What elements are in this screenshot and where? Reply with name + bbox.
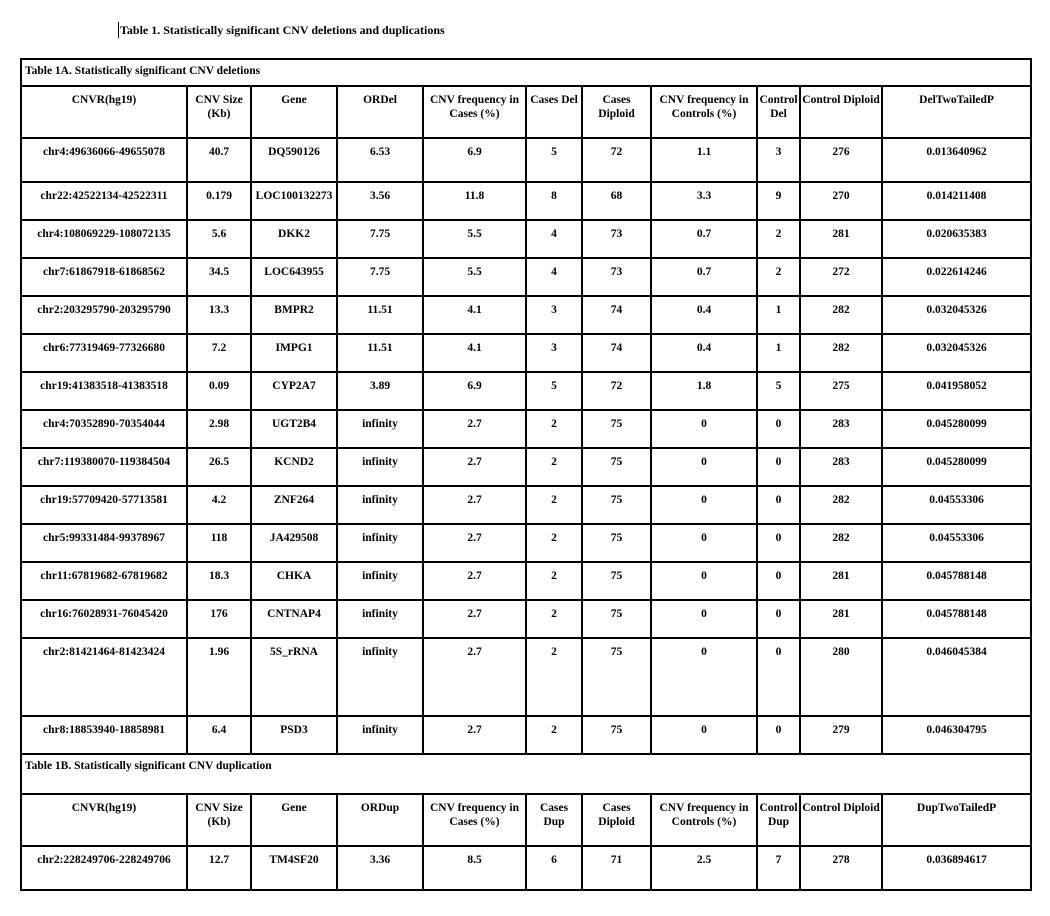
- table-cell: chr7:119380070-119384504: [21, 448, 187, 486]
- column-header: Gene: [251, 794, 337, 846]
- table-cell: 0: [651, 600, 757, 638]
- table-row: [21, 846, 1031, 890]
- table-cell: 0: [757, 524, 800, 562]
- column-header: CNVR(hg19): [21, 794, 187, 846]
- table-cell: CYP2A7: [251, 372, 337, 410]
- table-cell: 0.013640962: [882, 138, 1031, 182]
- table-cell: 7.75: [337, 258, 423, 296]
- table-row: [21, 600, 1031, 638]
- table-cell: 3: [526, 296, 582, 334]
- table-cell: 2.7: [423, 410, 526, 448]
- column-header: CNV frequency in Controls (%): [651, 794, 757, 846]
- table-cell: 75: [582, 486, 651, 524]
- table-1b-title: Table 1B. Statistically significant CNV duplication: [21, 754, 1031, 794]
- table-cell: 2.7: [423, 716, 526, 754]
- table-cell: 1.8: [651, 372, 757, 410]
- table-cell: 2: [526, 638, 582, 716]
- cnv-table: [20, 58, 1032, 891]
- table-cell: CNTNAP4: [251, 600, 337, 638]
- table-cell: chr4:108069229-108072135: [21, 220, 187, 258]
- table-cell: 0: [757, 600, 800, 638]
- table-cell: 0: [757, 562, 800, 600]
- table-cell: PSD3: [251, 716, 337, 754]
- column-header: ORDup: [337, 794, 423, 846]
- table-cell: 278: [800, 846, 882, 890]
- table-cell: 2: [526, 600, 582, 638]
- table-cell: 0.7: [651, 220, 757, 258]
- table-cell: 7.2: [187, 334, 251, 372]
- table-cell: 0.045280099: [882, 448, 1031, 486]
- table-cell: 282: [800, 296, 882, 334]
- table-cell: 0: [651, 716, 757, 754]
- table-cell: 279: [800, 716, 882, 754]
- table-cell: 11.51: [337, 296, 423, 334]
- table-cell: 75: [582, 448, 651, 486]
- table-cell: 118: [187, 524, 251, 562]
- table-cell: 75: [582, 524, 651, 562]
- table-row: [21, 638, 1031, 716]
- table-cell: 270: [800, 182, 882, 220]
- table-cell: 72: [582, 372, 651, 410]
- table-cell: 0: [651, 562, 757, 600]
- table-cell: 283: [800, 448, 882, 486]
- table-cell: 281: [800, 600, 882, 638]
- table-cell: 6.4: [187, 716, 251, 754]
- table-cell: 9: [757, 182, 800, 220]
- table-cell: 40.7: [187, 138, 251, 182]
- column-header: CNV frequency in Cases (%): [423, 794, 526, 846]
- table-row: [21, 524, 1031, 562]
- column-header: DupTwoTailedP: [882, 794, 1031, 846]
- table-cell: UGT2B4: [251, 410, 337, 448]
- column-header: Control Diploid: [800, 794, 882, 846]
- table-cell: infinity: [337, 638, 423, 716]
- table-cell: 176: [187, 600, 251, 638]
- table-row: [21, 562, 1031, 600]
- table-cell: 73: [582, 258, 651, 296]
- table-cell: 5.6: [187, 220, 251, 258]
- table-cell: 0.045280099: [882, 410, 1031, 448]
- table-cell: 0.4: [651, 296, 757, 334]
- table-cell: 3.3: [651, 182, 757, 220]
- table-cell: 12.7: [187, 846, 251, 890]
- table-cell: 0.179: [187, 182, 251, 220]
- table-cell: LOC643955: [251, 258, 337, 296]
- table-cell: 4.2: [187, 486, 251, 524]
- table-cell: 0: [651, 524, 757, 562]
- table-cell: 283: [800, 410, 882, 448]
- column-header: Cases Diploid: [582, 794, 651, 846]
- table-cell: DQ590126: [251, 138, 337, 182]
- table-cell: 2.7: [423, 600, 526, 638]
- table-cell: 0: [757, 486, 800, 524]
- table-cell: 2: [757, 220, 800, 258]
- table-cell: 5.5: [423, 258, 526, 296]
- table-cell: chr6:77319469-77326680: [21, 334, 187, 372]
- column-header: Gene: [251, 86, 337, 138]
- table-cell: IMPG1: [251, 334, 337, 372]
- table-cell: 3.89: [337, 372, 423, 410]
- column-header: CNV frequency in Controls (%): [651, 86, 757, 138]
- column-header: Control Dup: [757, 794, 800, 846]
- table-cell: chr19:41383518-41383518: [21, 372, 187, 410]
- table-cell: 8.5: [423, 846, 526, 890]
- table-cell: JA429508: [251, 524, 337, 562]
- table-cell: 0.041958052: [882, 372, 1031, 410]
- table-cell: 0: [651, 638, 757, 716]
- table-cell: 18.3: [187, 562, 251, 600]
- table-cell: LOC100132273: [251, 182, 337, 220]
- table-cell: 282: [800, 524, 882, 562]
- table-cell: 75: [582, 410, 651, 448]
- table-cell: 2: [526, 524, 582, 562]
- table-cell: 282: [800, 334, 882, 372]
- table-cell: infinity: [337, 410, 423, 448]
- table-cell: chr8:18853940-18858981: [21, 716, 187, 754]
- table-1b-header-row: [21, 794, 1031, 846]
- table-row: [21, 220, 1031, 258]
- table-cell: 0: [757, 638, 800, 716]
- table-cell: 34.5: [187, 258, 251, 296]
- table-cell: BMPR2: [251, 296, 337, 334]
- table-cell: 2.7: [423, 448, 526, 486]
- table-cell: 74: [582, 296, 651, 334]
- table-cell: 5: [526, 138, 582, 182]
- table-cell: infinity: [337, 486, 423, 524]
- table-row: [21, 448, 1031, 486]
- table-cell: 0: [651, 410, 757, 448]
- column-header: Control Diploid: [800, 86, 882, 138]
- table-cell: 0.022614246: [882, 258, 1031, 296]
- column-header: ORDel: [337, 86, 423, 138]
- table-cell: 7.75: [337, 220, 423, 258]
- column-header: Cases Diploid: [582, 86, 651, 138]
- table-cell: 0.046045384: [882, 638, 1031, 716]
- table-cell: 2.7: [423, 524, 526, 562]
- table-cell: 75: [582, 638, 651, 716]
- table-cell: 3: [757, 138, 800, 182]
- table-cell: 0.7: [651, 258, 757, 296]
- document-title: Table 1. Statistically significant CNV deletions and duplications: [120, 23, 445, 37]
- table-cell: 0.045788148: [882, 600, 1031, 638]
- table-cell: 0: [651, 448, 757, 486]
- table-cell: 2: [526, 448, 582, 486]
- table-cell: 0: [757, 448, 800, 486]
- table-cell: 11.8: [423, 182, 526, 220]
- table-cell: infinity: [337, 562, 423, 600]
- table-row: [21, 296, 1031, 334]
- table-cell: 26.5: [187, 448, 251, 486]
- table-cell: 2.7: [423, 638, 526, 716]
- table-cell: 6.9: [423, 138, 526, 182]
- table-cell: 3.36: [337, 846, 423, 890]
- table-cell: chr22:42522134-42522311: [21, 182, 187, 220]
- column-header: Control Del: [757, 86, 800, 138]
- table-cell: chr2:228249706-228249706: [21, 846, 187, 890]
- table-cell: 0.4: [651, 334, 757, 372]
- column-header: CNV Size (Kb): [187, 794, 251, 846]
- table-cell: 68: [582, 182, 651, 220]
- table-row: [21, 138, 1031, 182]
- table-cell: 280: [800, 638, 882, 716]
- table-cell: CHKA: [251, 562, 337, 600]
- table-cell: 2: [526, 562, 582, 600]
- table-cell: 2: [526, 716, 582, 754]
- column-header: Cases Dup: [526, 794, 582, 846]
- table-cell: 0.014211408: [882, 182, 1031, 220]
- table-cell: chr5:99331484-99378967: [21, 524, 187, 562]
- table-cell: TM4SF20: [251, 846, 337, 890]
- table-cell: 6.9: [423, 372, 526, 410]
- table-cell: 73: [582, 220, 651, 258]
- table-cell: 2: [526, 486, 582, 524]
- table-cell: 0: [651, 486, 757, 524]
- table-row: [21, 372, 1031, 410]
- table-cell: 2: [526, 410, 582, 448]
- table-cell: 0.09: [187, 372, 251, 410]
- table-cell: 7: [757, 846, 800, 890]
- table-cell: 3: [526, 334, 582, 372]
- table-cell: chr11:67819682-67819682: [21, 562, 187, 600]
- table-cell: 281: [800, 220, 882, 258]
- table-cell: 0.045788148: [882, 562, 1031, 600]
- table-cell: chr4:70352890-70354044: [21, 410, 187, 448]
- table-cell: 75: [582, 716, 651, 754]
- column-header: CNV Size (Kb): [187, 86, 251, 138]
- table-cell: chr19:57709420-57713581: [21, 486, 187, 524]
- column-header: Cases Del: [526, 86, 582, 138]
- table-cell: DKK2: [251, 220, 337, 258]
- table-cell: infinity: [337, 716, 423, 754]
- table-cell: 4: [526, 258, 582, 296]
- table-cell: chr4:49636066-49655078: [21, 138, 187, 182]
- table-row: [21, 182, 1031, 220]
- table-cell: 2: [757, 258, 800, 296]
- table-cell: 2.98: [187, 410, 251, 448]
- table-cell: 74: [582, 334, 651, 372]
- column-header: CNVR(hg19): [21, 86, 187, 138]
- table-cell: 0.032045326: [882, 296, 1031, 334]
- table-cell: chr7:61867918-61868562: [21, 258, 187, 296]
- table-row: [21, 410, 1031, 448]
- table-cell: 2.5: [651, 846, 757, 890]
- table-cell: ZNF264: [251, 486, 337, 524]
- table-cell: 272: [800, 258, 882, 296]
- table-cell: infinity: [337, 448, 423, 486]
- table-cell: chr2:81421464-81423424: [21, 638, 187, 716]
- table-1a-header-row: [21, 86, 1031, 138]
- table-cell: 13.3: [187, 296, 251, 334]
- table-cell: 275: [800, 372, 882, 410]
- table-cell: infinity: [337, 524, 423, 562]
- table-cell: 281: [800, 562, 882, 600]
- table-cell: 4.1: [423, 334, 526, 372]
- table-cell: 11.51: [337, 334, 423, 372]
- table-cell: chr2:203295790-203295790: [21, 296, 187, 334]
- table-cell: 5: [757, 372, 800, 410]
- column-header: DelTwoTailedP: [882, 86, 1031, 138]
- table-cell: 0: [757, 410, 800, 448]
- table-cell: 6: [526, 846, 582, 890]
- table-cell: 75: [582, 600, 651, 638]
- table-cell: 4.1: [423, 296, 526, 334]
- column-header: CNV frequency in Cases (%): [423, 86, 526, 138]
- table-row: [21, 258, 1031, 296]
- table-cell: 0.04553306: [882, 524, 1031, 562]
- table-cell: 8: [526, 182, 582, 220]
- table-cell: 3.56: [337, 182, 423, 220]
- table-cell: 0: [757, 716, 800, 754]
- table-cell: infinity: [337, 600, 423, 638]
- table-cell: 6.53: [337, 138, 423, 182]
- table-cell: 1.96: [187, 638, 251, 716]
- table-cell: 1: [757, 296, 800, 334]
- table-cell: 71: [582, 846, 651, 890]
- table-cell: 4: [526, 220, 582, 258]
- table-cell: 5: [526, 372, 582, 410]
- table-cell: 5.5: [423, 220, 526, 258]
- table-cell: 1: [757, 334, 800, 372]
- table-cell: 0.046304795: [882, 716, 1031, 754]
- table-cell: KCND2: [251, 448, 337, 486]
- table-cell: 0.020635383: [882, 220, 1031, 258]
- table-row: [21, 486, 1031, 524]
- table-cell: 1.1: [651, 138, 757, 182]
- table-cell: 72: [582, 138, 651, 182]
- table-1a-title: Table 1A. Statistically significant CNV deletions: [21, 59, 1031, 86]
- table-cell: 2.7: [423, 486, 526, 524]
- table-cell: 75: [582, 562, 651, 600]
- table-cell: 276: [800, 138, 882, 182]
- table-cell: 0.04553306: [882, 486, 1031, 524]
- table-cell: 282: [800, 486, 882, 524]
- table-row: [21, 716, 1031, 754]
- table-cell: 0.032045326: [882, 334, 1031, 372]
- table-row: [21, 334, 1031, 372]
- table-cell: 0.036894617: [882, 846, 1031, 890]
- table-cell: chr16:76028931-76045420: [21, 600, 187, 638]
- table-cell: 5S_rRNA: [251, 638, 337, 716]
- table-cell: 2.7: [423, 562, 526, 600]
